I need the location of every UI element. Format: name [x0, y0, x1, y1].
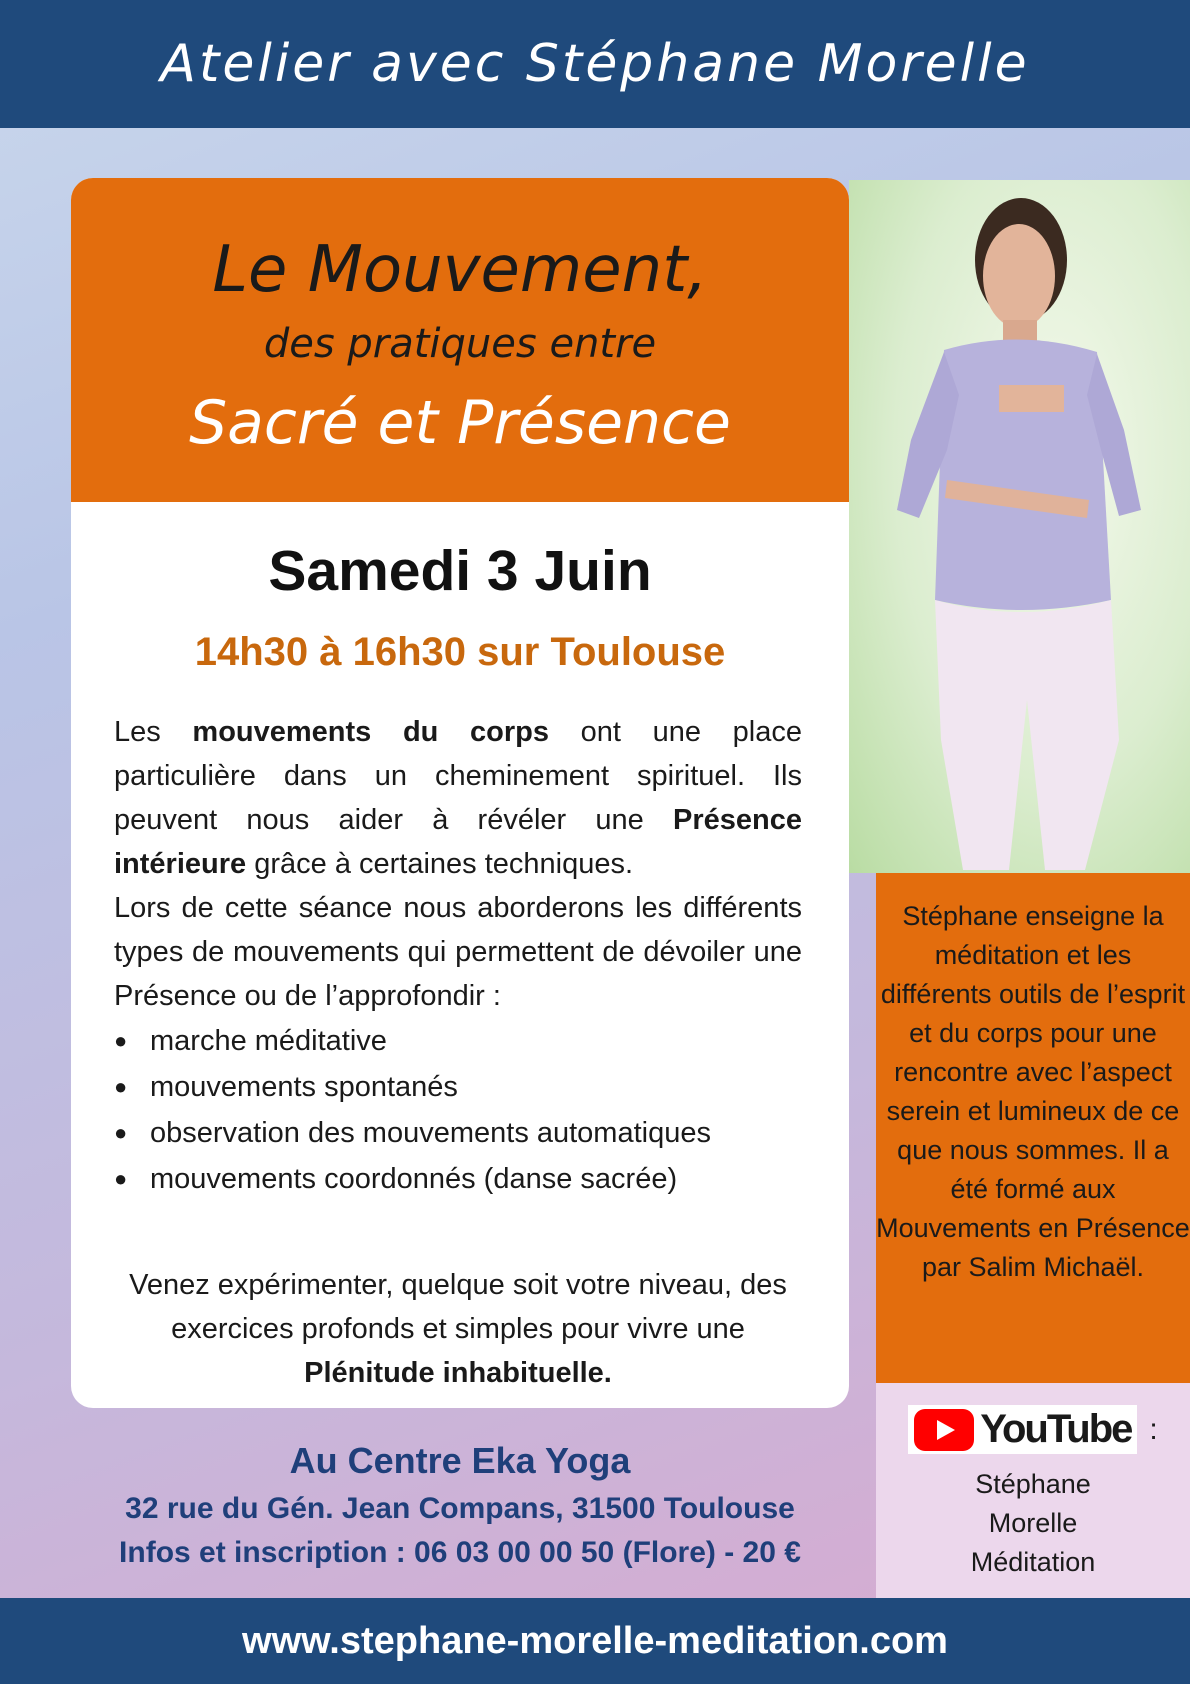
- youtube-row[interactable]: [876, 1405, 1190, 1454]
- highlight-plenitude: Plénitude inhabituelle.: [304, 1357, 612, 1389]
- highlight-mouvements: mouvements du corps: [192, 716, 550, 748]
- description-paragraph-2: Lors de cette séance nous aborderons les différents types de mouvements qui permettent de dévoiler une Présence ou de l’approfondir :: [114, 892, 802, 1012]
- youtube-colon: :: [1149, 1412, 1158, 1446]
- title-box: [71, 178, 849, 502]
- highlight-presence: Présence intérieure: [114, 804, 802, 880]
- closing-text: Venez expérimenter, quelque soit votre niveau, des exercices profonds et simples pour vivre une Plénitude inhabituelle.: [129, 1269, 787, 1389]
- youtube-wordmark: YouTube: [980, 1407, 1132, 1451]
- event-description: [114, 710, 802, 1202]
- description-paragraph-1: Les mouvements du corps ont une place particulière dans un cheminement spirituel. Ils peuvent nous aider à révéler une Présence intérieure grâce à certaines techniques.: [114, 716, 802, 880]
- movement-list: [114, 1018, 802, 1202]
- footer-banner: [0, 1598, 1190, 1684]
- event-date: Samedi 3 Juin: [268, 539, 652, 603]
- event-card: [71, 178, 849, 1408]
- list-item: ● marche méditative: [114, 1018, 802, 1064]
- event-subtitle: des pratiques entre: [263, 321, 657, 367]
- header-title: Atelier avec Stéphane Morelle: [160, 34, 1030, 94]
- teacher-bio: Stéphane enseigne la méditation et les différents outils de l’esprit et du corps pour une rencontre avec l’aspect serein et lumineux de ce que nous sommes. Il a été formé aux Mouvements en Présence par Salim Michaël.: [876, 873, 1190, 1383]
- teacher-photo: [849, 180, 1190, 873]
- youtube-panel: [876, 1383, 1190, 1598]
- youtube-play-icon: [914, 1409, 974, 1451]
- venue-name: Au Centre Eka Yoga: [289, 1440, 631, 1481]
- teacher-figure: [849, 180, 1190, 873]
- list-item: ● observation des mouvements automatiques: [114, 1110, 802, 1156]
- youtube-logo[interactable]: [908, 1405, 1137, 1454]
- venue-info: [0, 1435, 920, 1575]
- youtube-channel-name: Stéphane Morelle Méditation: [970, 1469, 1096, 1577]
- event-title: Le Mouvement,: [212, 233, 708, 307]
- header-banner: [0, 0, 1190, 128]
- event-title-emphasis: Sacré et Présence: [189, 388, 731, 458]
- list-item: ● mouvements spontanés: [114, 1064, 802, 1110]
- venue-contact: Infos et inscription : 06 03 00 00 50 (Flore) - 20 €: [119, 1536, 801, 1569]
- website-link[interactable]: www.stephane-morelle-meditation.com: [242, 1619, 948, 1662]
- list-item: ● mouvements coordonnés (danse sacrée): [114, 1156, 802, 1202]
- venue-address: 32 rue du Gén. Jean Compans, 31500 Toulouse: [125, 1492, 795, 1525]
- event-time-place: 14h30 à 16h30 sur Toulouse: [194, 630, 726, 674]
